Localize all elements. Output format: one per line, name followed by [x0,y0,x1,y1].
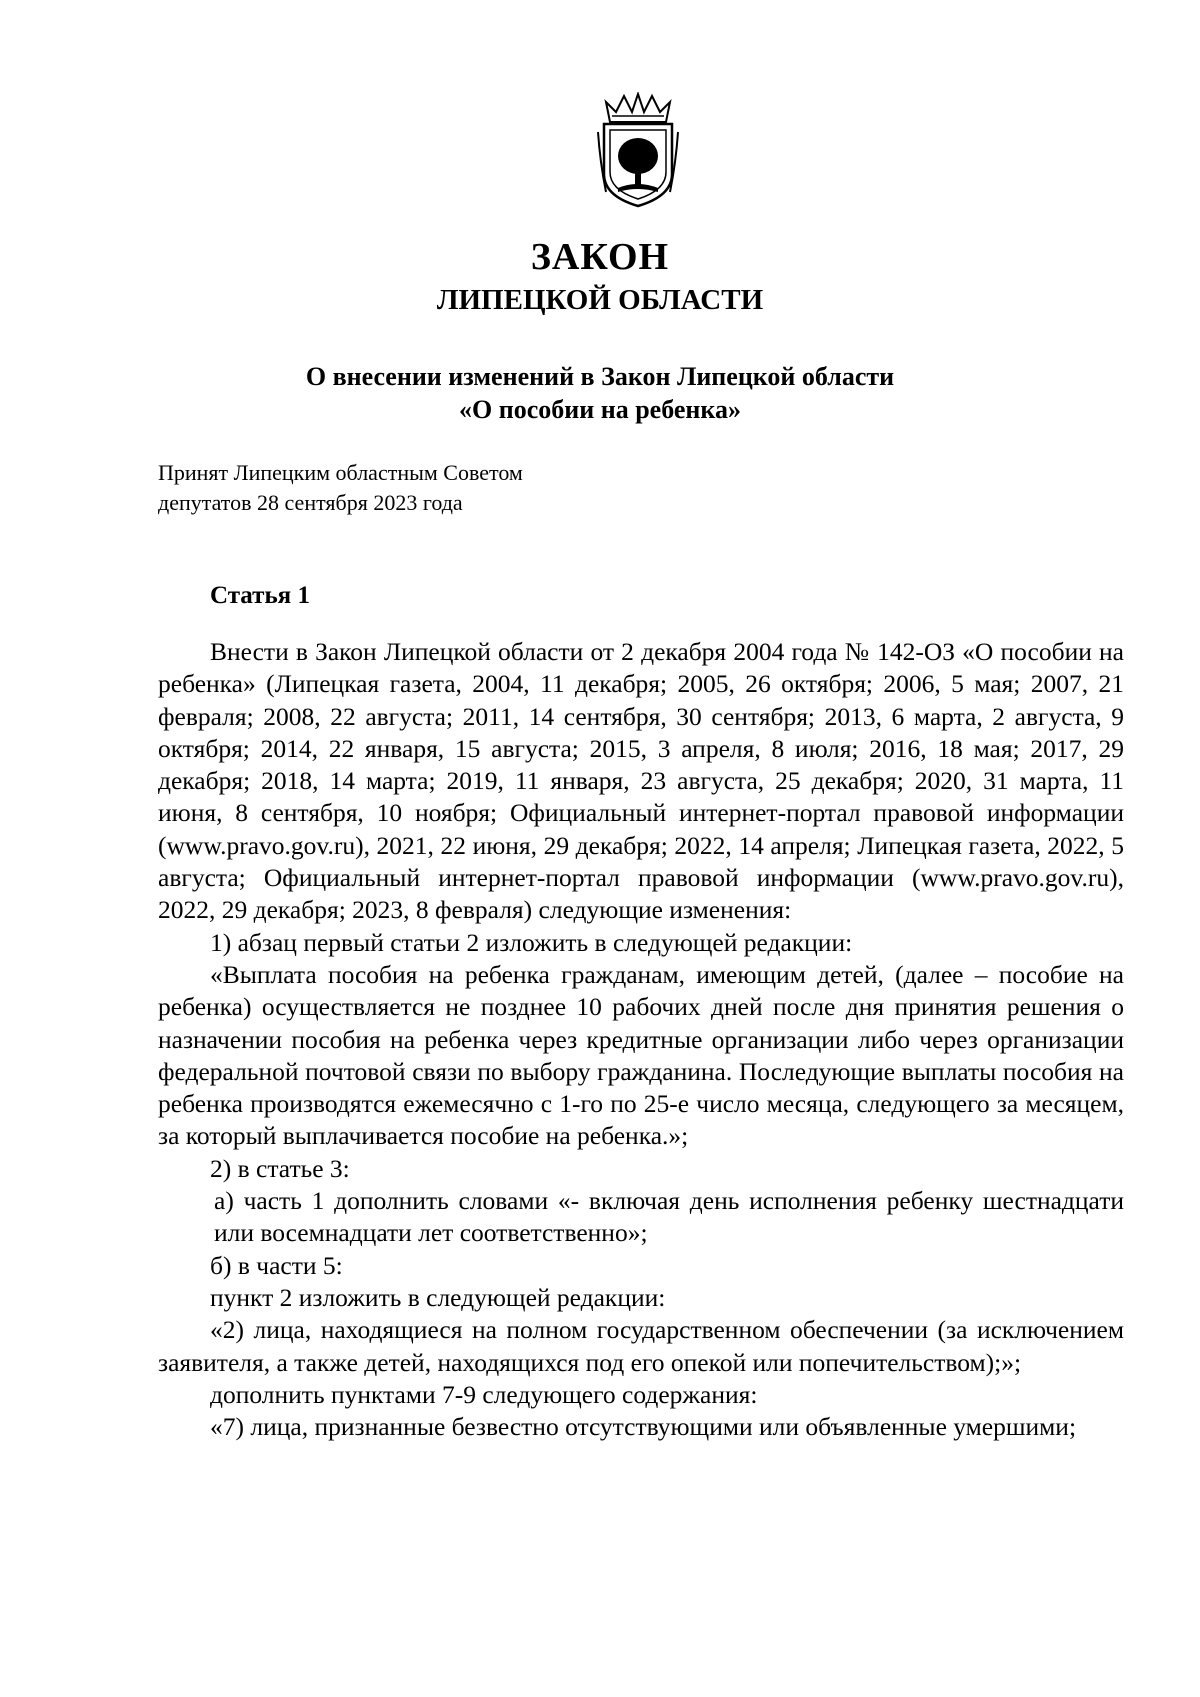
law-name-line: О внесении изменений в Закон Липецкой области [305,362,895,391]
adoption-note-line: Принят Липецким областным Советом [158,460,523,485]
paragraph: «7) лица, признанные безвестно отсутствующими или объявленные умершими; [210,1412,1077,1442]
article-title: Статья 1 [210,582,310,609]
paragraph: 2) в статье 3: [210,1153,350,1183]
adoption-note-line: депутатов 28 сентября 2023 года [158,490,463,515]
document-title: ЗАКОН [530,236,670,278]
paragraph: б) в части 5: [210,1250,343,1280]
paragraph: а) часть 1 дополнить словами «- включая день исполнения ребенку шестнадцати или восемнадцати лет соответственно»; [214,1186,1124,1248]
paragraph: 1) абзац первый статьи 2 изложить в следующей редакции: [210,927,853,957]
paragraph: Внести в Закон Липецкой области от 2 декабря 2004 года № 142-ОЗ «О пособии на ребенка» (Липецкая газета, 2004, 11 декабря; 2005, 26 октября; 2006, 5 мая; 2007, 21 февраля; 2008, 22 августа; 2011, 14 сентября, 30 сентября; 2013, 6 марта, 2 августа, 9 октября; 2014, 22 января, 15 августа; 2015, 3 апреля, 8 июля; 2016, 18 мая; 2017, 29 декабря; 2018, 14 марта; 2019, 11 января, 23 августа, 25 декабря; 2020, 31 марта, 11 июня, 8 сентября, 10 ноября; Официальный интернет-портал правовой информации (www.pravo.gov.ru), 2021, 22 июня, 29 декабря; 2022, 14 апреля; Липецкая газета, 2022, 5 августа; Официальный интернет-портал правовой информации (www.pravo.gov.ru), 2022, 29 декабря; 2023, 8 февраля) следующие изменения: [158,637,1124,925]
adoption-note [158,458,523,518]
paragraph: пункт 2 изложить в следующей редакции: [210,1282,666,1312]
paragraph: «Выплата пособия на ребенка гражданам, имеющим детей, (далее – пособие на ребенка) осуществляется не позднее 10 рабочих дней после дня принятия решения о назначении пособия на ребенка через кредитные организации либо через организации федеральной почтовой связи по выбору гражданина. Последующие выплаты пособия на ребенка производятся ежемесячно с 1-го по 25-е число месяца, следующего за месяцем, за который выплачивается пособие на ребенка.»; [158,959,1124,1151]
coat-of-arms-icon [596,92,680,210]
paragraph: «2) лица, находящиеся на полном государственном обеспечении (за исключением заявителя, а также детей, находящихся под его опекой или попечительством);»; [158,1315,1124,1377]
paragraph: дополнить пунктами 7-9 следующего содержания: [210,1379,758,1409]
document-subtitle: ЛИПЕЦКОЙ ОБЛАСТИ [436,284,764,316]
article-body [158,636,1124,1443]
law-name-line: «О пособии на ребенка» [459,395,741,424]
law-name [0,360,1200,426]
